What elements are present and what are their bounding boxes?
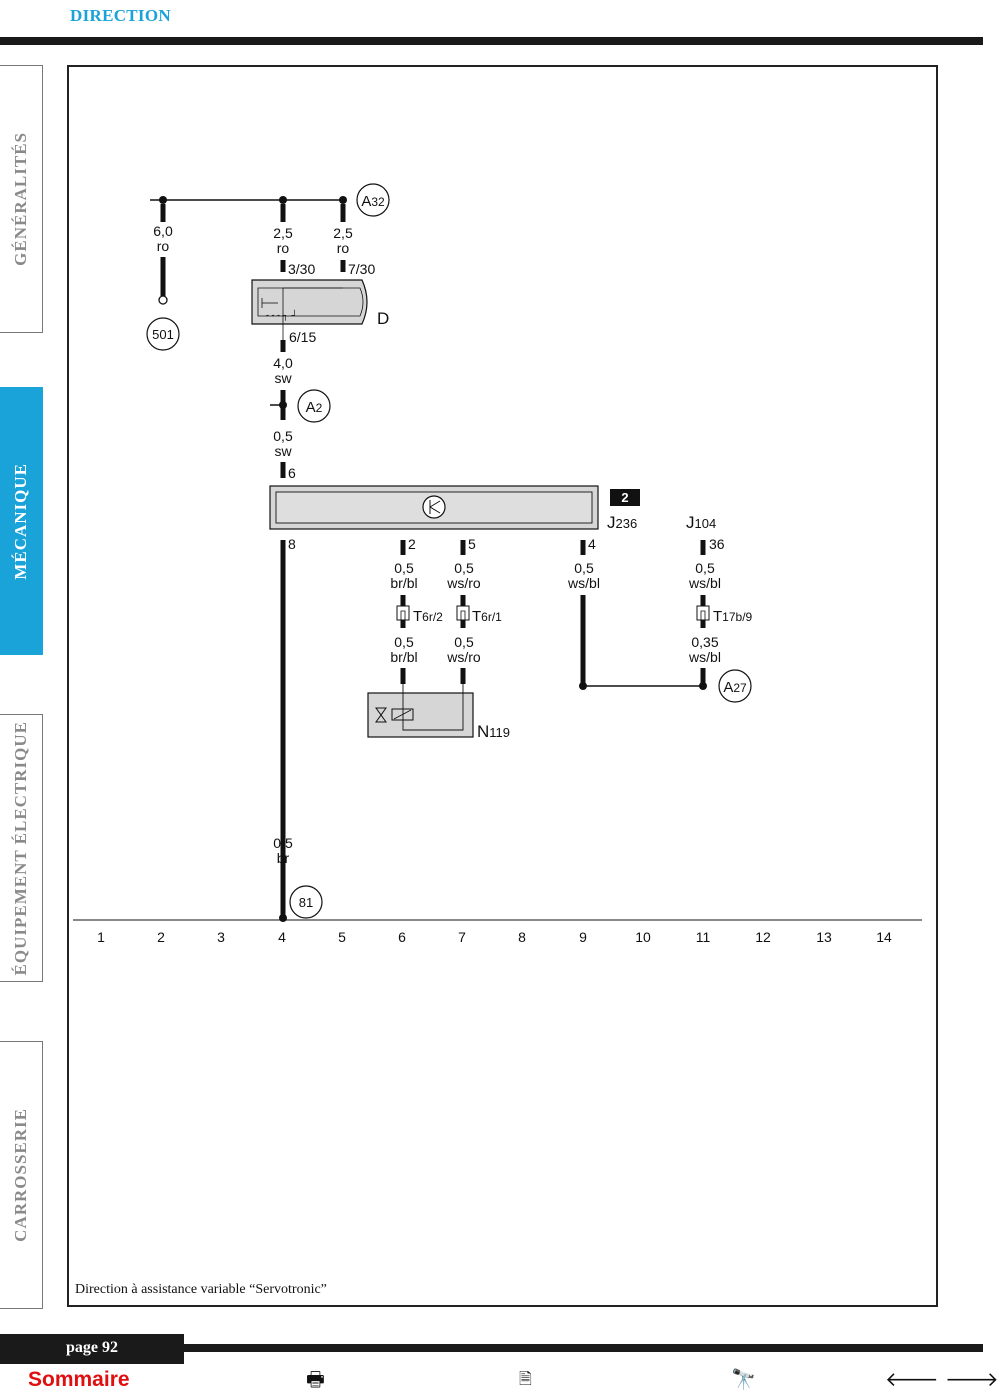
switch-symbol: - - - ┐ ┘	[266, 310, 298, 320]
wire-1-size: 6,0	[153, 223, 173, 239]
pin-8: 8	[288, 536, 296, 552]
ground-501-label: 501	[152, 327, 174, 342]
wire-labels	[153, 223, 721, 866]
wire-13-size: 0,5	[273, 835, 293, 851]
wire-8-color: ws/bl	[568, 575, 600, 591]
valve-n119	[368, 684, 473, 737]
ruler-13: 13	[816, 929, 832, 945]
sommaire-link[interactable]: Sommaire	[28, 1368, 130, 1391]
wire-12-color: ws/bl	[689, 649, 721, 665]
diagram-caption: Direction à assistance variable “Servotronic”	[75, 1282, 327, 1297]
ruler-3: 3	[217, 929, 225, 945]
binoculars-icon[interactable]: 🔭	[731, 1369, 756, 1391]
control-unit-j236	[270, 486, 598, 529]
wire-5-size: 0,5	[273, 428, 293, 444]
wire-3-size: 2,5	[333, 225, 353, 241]
tab-equipement-label: ÉQUIPEMENT ÉLECTRIQUE	[11, 720, 30, 976]
column-ruler	[97, 929, 892, 945]
wire-7-size: 0,5	[454, 560, 474, 576]
wire-7-color: ws/ro	[447, 575, 481, 591]
connector-t6r1-label: T6r/1	[472, 608, 502, 625]
connector-a2-label: A2	[305, 399, 323, 416]
ground-81-label: 81	[298, 895, 314, 910]
document-icon[interactable]: 🗎	[519, 1371, 532, 1388]
wire-11-color: ws/ro	[447, 649, 481, 665]
valve-label: N119	[477, 722, 511, 741]
wire-2-size: 2,5	[273, 225, 293, 241]
control-unit-label: J236	[607, 513, 638, 532]
connector-t6r2	[397, 606, 409, 620]
wire-6-color: br/bl	[390, 575, 418, 591]
ruler-2: 2	[157, 929, 165, 945]
tab-mecanique-label: MÉCANIQUE	[11, 462, 30, 580]
other-unit-label: J104	[686, 513, 717, 532]
wire-11-size: 0,5	[454, 634, 474, 650]
tab-generalites-label: GÉNÉRALITÉS	[11, 132, 30, 266]
ground-terminal	[159, 296, 167, 304]
tab-carrosserie-label: CARROSSERIE	[11, 1108, 30, 1242]
wire-10-color: br/bl	[390, 649, 418, 665]
wire-10-size: 0,5	[394, 634, 414, 650]
ruler-4: 4	[278, 929, 286, 945]
ruler-5: 5	[338, 929, 346, 945]
page-number: page 92	[0, 1334, 184, 1362]
ruler-6: 6	[398, 929, 406, 945]
connector-t17b9-label: T17b/9	[713, 608, 753, 625]
wire-1-color: ro	[156, 238, 170, 254]
ruler-14: 14	[876, 929, 892, 945]
connector-t17b9	[697, 606, 709, 620]
ruler-9: 9	[579, 929, 587, 945]
transistor-icon	[423, 496, 445, 518]
ruler-12: 12	[755, 929, 771, 945]
wire-6-size: 0,5	[394, 560, 414, 576]
wire-9-size: 0,5	[695, 560, 715, 576]
connector-a32-label: A32	[361, 193, 385, 210]
wire-3-color: ro	[336, 240, 350, 256]
pin-3-30: 3/30	[288, 261, 316, 277]
junction-dot	[579, 682, 587, 690]
print-icon[interactable]: 🖶	[306, 1369, 325, 1391]
prev-arrow-icon[interactable]: 🡐	[885, 1369, 939, 1391]
wire-9-color: ws/bl	[689, 575, 721, 591]
junction-dot	[699, 682, 707, 690]
wire-4-size: 4,0	[273, 355, 293, 371]
wire-2-color: ro	[276, 240, 290, 256]
next-arrow-icon[interactable]: 🡒	[945, 1369, 999, 1391]
ruler-7: 7	[458, 929, 466, 945]
footer-bar	[184, 1344, 983, 1352]
ground-dot	[279, 914, 287, 922]
connector-a27-label: A27	[723, 679, 747, 696]
pin-6-15: 6/15	[289, 329, 317, 345]
connector-t6r2-label: T6r/2	[413, 608, 443, 625]
switch-label: D	[377, 309, 390, 328]
junction-dot	[279, 401, 287, 409]
wire-4-color: sw	[274, 370, 292, 386]
footer-underline	[0, 1362, 184, 1364]
wire-8-size: 0,5	[574, 560, 594, 576]
page-title: DIRECTION	[70, 6, 171, 25]
wire-13-color: br	[276, 850, 290, 866]
ruler-1: 1	[97, 929, 105, 945]
thick-wires	[163, 204, 703, 920]
ruler-10: 10	[635, 929, 651, 945]
pin-4: 4	[588, 536, 596, 552]
pin-36: 36	[709, 536, 725, 552]
pin-7-30: 7/30	[348, 261, 376, 277]
wire-12-size: 0,35	[691, 634, 719, 650]
ruler-11: 11	[695, 929, 711, 945]
connector-t6r1	[457, 606, 469, 620]
pin-6: 6	[288, 465, 296, 481]
junction-dot	[159, 196, 167, 204]
ruler-8: 8	[518, 929, 526, 945]
badge-label: 2	[621, 490, 629, 505]
pin-2: 2	[408, 536, 416, 552]
wire-5-color: sw	[274, 443, 292, 459]
junction-dot	[339, 196, 347, 204]
pin-5: 5	[468, 536, 476, 552]
junction-dot	[279, 196, 287, 204]
